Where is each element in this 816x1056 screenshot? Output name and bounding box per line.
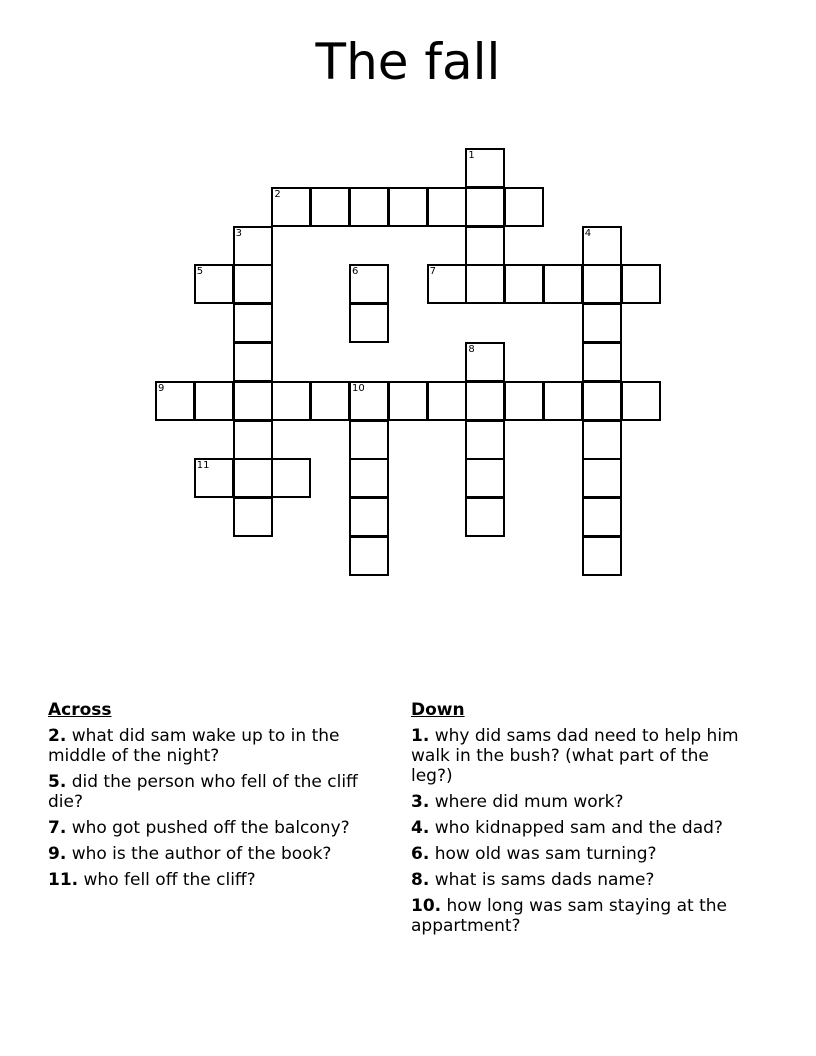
grid-number: 6 <box>352 266 359 278</box>
grid-cell[interactable] <box>233 420 273 460</box>
grid-cell[interactable] <box>194 458 234 498</box>
grid-cell[interactable] <box>388 187 428 227</box>
clue-text: how long was sam staying at the appartment? <box>411 896 728 936</box>
across-clues <box>48 700 388 890</box>
across-clue <box>48 772 388 812</box>
grid-cell[interactable] <box>349 303 389 343</box>
clue-text: who fell off the cliff? <box>78 870 256 890</box>
grid-cell[interactable] <box>465 381 505 421</box>
grid-cell[interactable] <box>582 264 622 304</box>
grid-cell[interactable] <box>504 264 544 304</box>
clue-text: how old was sam turning? <box>429 844 657 864</box>
down-list <box>411 726 751 936</box>
grid-cell[interactable] <box>504 381 544 421</box>
grid-cell[interactable] <box>349 458 389 498</box>
across-list <box>48 726 388 890</box>
down-clue <box>411 726 751 786</box>
grid-cell[interactable] <box>621 381 661 421</box>
grid-cell[interactable] <box>349 381 389 421</box>
grid-cell[interactable] <box>465 497 505 537</box>
clue-text: who got pushed off the balcony? <box>66 818 350 838</box>
grid-cell[interactable] <box>465 342 505 382</box>
grid-cell[interactable] <box>310 381 350 421</box>
clue-text: why did sams dad need to help him walk in the bush? (what part of the leg?) <box>411 726 739 786</box>
grid-cell[interactable] <box>349 497 389 537</box>
grid-cell[interactable] <box>504 187 544 227</box>
grid-number: 7 <box>429 266 436 278</box>
clue-number: 3. <box>411 792 430 812</box>
clue-number: 8. <box>411 870 430 890</box>
grid-cell[interactable] <box>465 458 505 498</box>
grid-number: 5 <box>196 266 204 278</box>
grid-cell[interactable] <box>465 264 505 304</box>
grid-number: 8 <box>468 344 475 355</box>
grid-cell[interactable] <box>349 536 389 576</box>
clue-number: 9. <box>48 844 67 864</box>
grid-cell[interactable] <box>543 381 583 421</box>
across-clue <box>48 870 388 890</box>
down-clue <box>411 792 751 812</box>
grid-number: 9 <box>158 382 165 394</box>
grid-cell[interactable] <box>582 536 622 576</box>
grid-cell[interactable] <box>582 303 622 343</box>
grid-cell[interactable] <box>194 381 234 421</box>
grid-number: 4 <box>584 227 592 239</box>
grid-cell[interactable] <box>271 187 311 227</box>
grid-cell[interactable] <box>465 226 505 266</box>
grid-cell[interactable] <box>233 497 273 537</box>
clue-number: 10. <box>411 896 442 916</box>
clue-text: what is sams dads name? <box>429 870 655 890</box>
grid-cell[interactable] <box>349 187 389 227</box>
grid-number: 3 <box>235 227 242 239</box>
down-clue <box>411 870 751 890</box>
clue-number: 11. <box>48 870 79 890</box>
across-clue <box>48 818 388 838</box>
grid-cell[interactable] <box>621 264 661 304</box>
grid-cell[interactable] <box>582 226 622 266</box>
grid-cell[interactable] <box>582 381 622 421</box>
grid-cell[interactable] <box>349 264 389 304</box>
grid-cell[interactable] <box>310 187 350 227</box>
grid-cell[interactable] <box>233 342 273 382</box>
grid-number: 10 <box>352 382 365 394</box>
grid-cell[interactable] <box>465 187 505 227</box>
puzzle-title: The fall <box>315 33 501 91</box>
grid-cell[interactable] <box>388 381 428 421</box>
grid-cell[interactable] <box>582 342 622 382</box>
grid-number: 1 <box>468 150 475 161</box>
down-clue <box>411 818 751 838</box>
grid-cell[interactable] <box>543 264 583 304</box>
clue-text: did the person who fell of the cliff die? <box>48 772 358 812</box>
grid-cell[interactable] <box>582 497 622 537</box>
clue-number: 6. <box>411 844 430 864</box>
clue-number: 4. <box>411 818 430 838</box>
down-heading: Down <box>411 700 465 720</box>
across-clue <box>48 726 388 766</box>
grid-cell[interactable] <box>349 420 389 460</box>
grid-cell[interactable] <box>427 264 467 304</box>
grid-cell[interactable] <box>233 381 273 421</box>
down-clue <box>411 896 751 936</box>
grid-cell[interactable] <box>271 381 311 421</box>
grid-cell[interactable] <box>582 458 622 498</box>
across-clue <box>48 844 388 864</box>
down-clue <box>411 844 751 864</box>
grid-number: 11 <box>196 460 210 472</box>
grid-cell[interactable] <box>582 420 622 460</box>
clue-number: 2. <box>48 726 67 746</box>
grid-number: 2 <box>274 188 281 200</box>
grid-cell[interactable] <box>427 381 467 421</box>
clue-number: 1. <box>411 726 430 746</box>
grid-cell[interactable] <box>271 458 311 498</box>
grid-cell[interactable] <box>194 264 234 304</box>
clue-text: who is the author of the book? <box>66 844 332 864</box>
clue-number: 5. <box>48 772 67 792</box>
grid-cell[interactable] <box>233 226 273 266</box>
grid-cell[interactable] <box>233 303 273 343</box>
grid-cell[interactable] <box>233 458 273 498</box>
clue-text: what did sam wake up to in the middle of the night? <box>48 726 340 766</box>
grid-cell[interactable] <box>465 148 505 188</box>
clue-text: where did mum work? <box>429 792 624 812</box>
grid-cell[interactable] <box>233 264 273 304</box>
clue-number: 7. <box>48 818 67 838</box>
down-clues <box>411 700 751 936</box>
grid-cell[interactable] <box>465 420 505 460</box>
grid-cell[interactable] <box>155 381 195 421</box>
across-heading: Across <box>48 700 112 720</box>
grid-cell[interactable] <box>427 187 467 227</box>
clue-text: who kidnapped sam and the dad? <box>429 818 723 838</box>
